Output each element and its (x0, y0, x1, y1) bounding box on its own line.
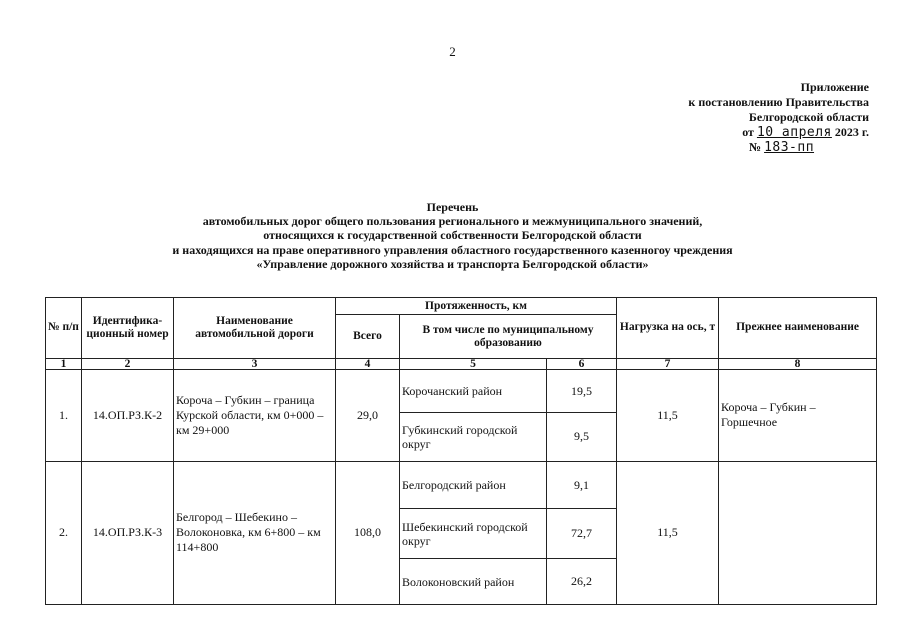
column-number-row (46, 358, 877, 369)
col-number: 4 (336, 358, 400, 369)
appendix-date (629, 125, 869, 140)
table-row (46, 370, 877, 413)
appendix-region: Белгородской области (748, 110, 869, 124)
header-num: № п/п (46, 298, 82, 359)
row-num: 1. (46, 370, 82, 461)
row-axle-load: 11,5 (617, 461, 719, 604)
municipality-name: Губкинский городской округ (400, 412, 547, 461)
col-number: 7 (617, 358, 719, 369)
header-id: Идентифика-ционный номер (82, 298, 174, 359)
row-road-name: Белгород – Шебекино – Волоконовка, км 6+800 – км 114+800 (174, 461, 336, 604)
heading-line-1: автомобильных дорог общего пользования регионального и межмуниципального значений, (202, 214, 703, 229)
municipality-km: 19,5 (547, 370, 617, 413)
row-total: 29,0 (336, 370, 400, 461)
header-road-name: Наименование автомобильной дороги (174, 298, 336, 359)
municipality-km: 72,7 (547, 509, 617, 559)
heading-line-4: «Управление дорожного хозяйства и транспорта Белгородской области» (256, 256, 649, 271)
heading-line-2: относящихся к государственной собственности Белгородской области (263, 228, 642, 243)
table-row (46, 461, 877, 509)
appendix-title: Приложение (800, 80, 869, 94)
number-handwritten: 183-пп (764, 140, 815, 155)
municipality-km: 9,1 (547, 461, 617, 509)
col-number: 5 (400, 358, 547, 369)
roads-table (45, 297, 877, 605)
heading-line-3: и находящихся на праве оперативного управления областного государственного казенногоу чреждения (172, 242, 733, 257)
municipality-km: 9,5 (547, 412, 617, 461)
row-total: 108,0 (336, 461, 400, 604)
municipality-name: Волоконовский район (400, 559, 547, 605)
number-prefix: № (749, 140, 762, 154)
row-previous-name: Короча – Губкин – Горшечное (719, 370, 877, 461)
header-axle-load: Нагрузка на ось, т (617, 298, 719, 359)
header-including: В том числе по муниципальному образованию (400, 315, 617, 359)
header-total: Всего (336, 315, 400, 359)
page-number: 2 (449, 44, 456, 59)
date-handwritten: 10 апреля (756, 125, 832, 140)
col-number: 3 (174, 358, 336, 369)
header-previous-name: Прежнее наименование (719, 298, 877, 359)
row-id: 14.ОП.РЗ.К-2 (82, 370, 174, 461)
date-prefix: от (742, 125, 754, 139)
row-previous-name (719, 461, 877, 604)
header-length: Протяженность, км (336, 298, 617, 315)
heading-title: Перечень (426, 200, 479, 214)
municipality-name: Белгородский район (400, 461, 547, 509)
col-number: 1 (46, 358, 82, 369)
row-axle-load: 11,5 (617, 370, 719, 461)
appendix-resolution: к постановлению Правительства (688, 95, 869, 109)
col-number: 2 (82, 358, 174, 369)
row-id: 14.ОП.РЗ.К-3 (82, 461, 174, 604)
appendix-block (629, 80, 869, 155)
municipality-name: Корочанский район (400, 370, 547, 413)
col-number: 6 (547, 358, 617, 369)
municipality-name: Шебекинский городской округ (400, 509, 547, 559)
document-heading (0, 200, 905, 271)
date-year: 2023 г. (834, 125, 869, 139)
appendix-number (629, 140, 869, 155)
row-num: 2. (46, 461, 82, 604)
col-number: 8 (719, 358, 877, 369)
row-road-name: Короча – Губкин – граница Курской области, км 0+000 – км 29+000 (174, 370, 336, 461)
municipality-km: 26,2 (547, 559, 617, 605)
